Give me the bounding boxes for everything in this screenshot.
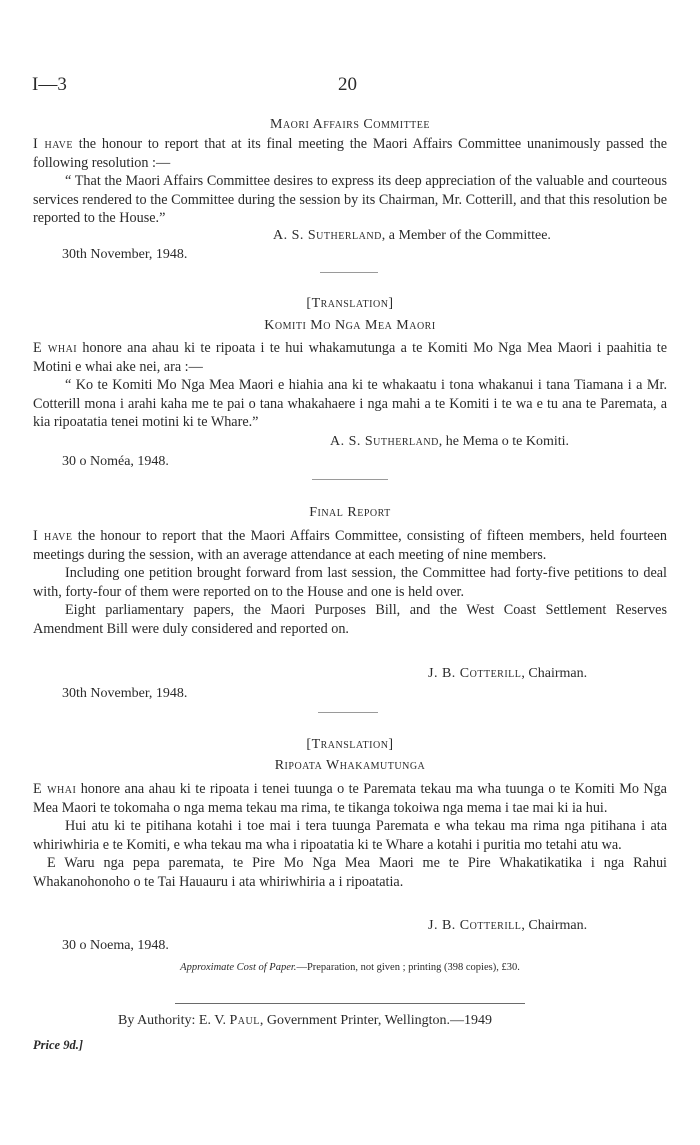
translation-label: [Translation]	[306, 296, 394, 311]
section-heading-ripoata-whakamutunga: Ripoata Whakamutunga	[274, 758, 426, 773]
section-2-date: 30 o Noméa, 1948.	[62, 454, 169, 469]
divider	[318, 712, 378, 713]
section-3-signature	[428, 666, 587, 682]
section-4-paragraph-2: Hui atu ki te pitihana kotahi i toe mai i tera tuunga Paremata e wha tekau ma rima nga pitihana i ata whiriwhiria e te Komiti, e wha tekau ma wha i ripoatatia ki te Whare a kotahi i puritia mo tetahi atu wa.	[33, 818, 667, 853]
section-4-date: 30 o Noema, 1948.	[62, 938, 169, 953]
signatory-name: J. B. Cotterill	[428, 666, 522, 681]
imprint-suffix: , Government Printer, Wellington.—1949	[259, 1013, 492, 1028]
page-number: 20	[338, 74, 357, 95]
divider	[312, 479, 388, 480]
signatory-role: , Chairman.	[521, 918, 588, 933]
section-1-resolution: “ That the Maori Affairs Committee desires to express its deep appreciation of the valuable and courteous services rendered to the Committee during the session by its Chairman, Mr. Cotterill, and that this resolution be reported to the House.”	[33, 173, 667, 227]
section-heading-final-report: Final Report	[309, 505, 391, 520]
section-1-paragraph-1	[33, 135, 667, 172]
signatory-role: , he Mema o te Komiti.	[438, 434, 570, 449]
section-1-date: 30th November, 1948.	[62, 247, 188, 262]
section-3-date: 30th November, 1948.	[62, 686, 188, 701]
section-2-signature	[330, 434, 569, 450]
printer-name: Paul	[229, 1013, 260, 1028]
signatory-role: , a Member of the Committee.	[381, 228, 551, 243]
signatory-name: A. S. Sutherland	[273, 228, 382, 243]
section-1-signature	[273, 228, 551, 244]
section-2-body	[33, 339, 667, 432]
section-heading-komiti-mo-nga-mea-maori: Komiti Mo Nga Mea Maori	[264, 318, 436, 333]
section-3-paragraph-3: Eight parliamentary papers, the Maori Purposes Bill, and the West Coast Settlement Reserves Amendment Bill were duly considered and reported on.	[33, 602, 667, 637]
page-reference: I—3	[32, 74, 67, 95]
section-3-paragraph-2: Including one petition brought forward from last session, the Committee had forty-five petitions to deal with, forty-four of them were reported on to the House and one is held over.	[33, 565, 667, 600]
signatory-role: , Chairman.	[521, 666, 588, 681]
section-heading-maori-affairs-committee: Maori Affairs Committee	[270, 117, 430, 132]
divider	[320, 272, 378, 273]
section-4-paragraph-1	[33, 780, 667, 817]
signatory-name: J. B. Cotterill	[428, 918, 522, 933]
price: Price 9d.]	[33, 1038, 83, 1052]
section-4-signature	[428, 918, 587, 934]
footer-rule	[175, 1003, 525, 1004]
section-3-body	[33, 527, 667, 639]
paragraph-text: the honour to report that the Maori Affairs Committee, consisting of fifteen members, held fourteen meetings during the session, with an average attendance at each meeting of nine members.	[33, 528, 667, 563]
translation-label: [Translation]	[306, 737, 394, 752]
lead-words: E whai	[33, 781, 77, 797]
section-4-paragraph-3: E Waru nga pepa paremata, te Pire Mo Nga Mea Maori me te Pire Whakatikatika i nga Rahui Whakanohonoho o te Tai Hauauru i ata whiriwhiria a i ripoatatia.	[33, 855, 667, 890]
printer-imprint	[118, 1013, 492, 1029]
section-2-paragraph-1	[33, 339, 667, 376]
cost-label: Approximate Cost of Paper.	[180, 962, 297, 973]
lead-words: I have	[33, 528, 73, 544]
section-4-body	[33, 780, 667, 892]
section-3-paragraph-1	[33, 527, 667, 564]
paragraph-text: honore ana ahau ki te ripoata i tenei tuunga o te Paremata tekau ma wha tuunga o te Komiti Mo Nga Mea Maori te tokomaha o nga mema tekau ma rima, te tikanga tokoiwa nga mema i tae mai ki ia hui.	[33, 781, 667, 816]
section-2-resolution: “ Ko te Komiti Mo Nga Mea Maori e hiahia ana ki te whakaatu i tona whakanui i tana Tiamana i a Mr. Cotterill mona i arahi kaha me te pai o tana whakahaere i nga mahi a te Komiti i te wa e tu ana te Paremata, a kia ripoatatia tenei motini ki te Whare.”	[33, 377, 667, 431]
section-1-body	[33, 135, 667, 228]
paper-cost-note	[0, 962, 700, 973]
paragraph-text: honore ana ahau ki te ripoata i te hui whakamutunga a te Komiti Mo Nga Mea Maori i paahitia te Motini e whai ake nei, ara :—	[33, 340, 667, 375]
cost-text: —Preparation, not given ; printing (398 copies), £30.	[296, 962, 520, 973]
lead-words: E whai	[33, 340, 78, 356]
signatory-name: A. S. Sutherland	[330, 434, 439, 449]
imprint-prefix: By Authority: E. V.	[118, 1013, 230, 1028]
paragraph-text: the honour to report that at its final meeting the Maori Affairs Committee unanimously passed the following resolution :—	[33, 136, 667, 171]
lead-words: I have	[33, 136, 73, 152]
